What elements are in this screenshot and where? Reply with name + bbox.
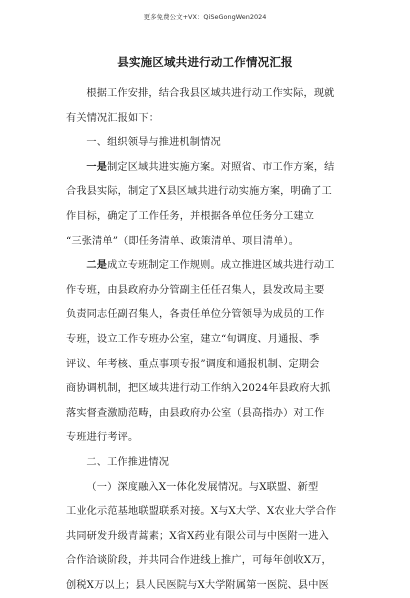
paragraph-line: （一）深度融入X一体化发展情况。与X联盟、新型 xyxy=(86,481,319,493)
intro-line: 有关情况汇报如下： xyxy=(66,112,160,124)
paragraph-line: 合作洽谈阶段，并共同合作进线上推广，可每年创收X万， xyxy=(66,555,332,567)
section-heading: 一、组织领导与推进机制情况 xyxy=(86,137,221,149)
paragraph-line xyxy=(66,254,346,279)
paragraph-line: 创税X万以上；县人民医院与X大学附属第一医院、县中医 xyxy=(66,579,329,591)
paragraph-line: 工业化示范基地联盟联系对接。X与X大学、X农业大学合作 xyxy=(66,506,337,518)
paragraph-line: 合我县实际，制定了X县区域共进行动实施方案，明确了工 xyxy=(66,186,332,198)
paragraph-line: “三张清单”（即任务清单、政策清单、项目清单）。 xyxy=(66,235,300,247)
intro-line: 根据工作安排，结合我县区域共进行动工作实际，现就 xyxy=(86,88,335,99)
paragraph-line: 落实督查激励范畴，由县政府办公室（县高指办）对工作 xyxy=(66,407,325,419)
paragraph-line: 专班进行考评。 xyxy=(66,432,139,444)
paragraph-line: 商协调机制，把区域共进行动工作纳入2024年县政府大抓 xyxy=(66,383,331,395)
paragraph-lead: 二是 xyxy=(86,260,108,272)
paragraph-text: 制定区域共进实施方案。对照省、市工作方案，结 xyxy=(107,161,335,173)
paragraph-text: 成立专班制定工作规则。成立推进区域共进行动工 xyxy=(107,260,335,272)
paragraph-lead: 一是 xyxy=(86,161,108,173)
section-heading: 二、工作推进情况 xyxy=(86,456,170,468)
paragraph-line: 共同研发升级青蒿素；X省X药业有限公司与中医附一进入 xyxy=(66,530,329,542)
paragraph-line: 作专班，由县政府办分管副主任任召集人，县发改局主要 xyxy=(66,284,325,296)
document-body xyxy=(66,82,346,598)
paragraph-line: 负责同志任副召集人，各责任单位分管领导为成员的工作 xyxy=(66,309,325,321)
document-title: 县实施区域共进行动工作情况汇报 xyxy=(117,55,293,69)
paragraph-line xyxy=(66,156,346,181)
paragraph-line: 评议、年考核、重点事项专报”调度和通报机制、定期会 xyxy=(66,358,320,370)
paragraph-line: 专班，设立工作专班办公室，建立“旬调度、月通报、季 xyxy=(66,333,320,345)
watermark-text: 更多免费公文+VX：QiSeGongWen2024 xyxy=(143,13,267,21)
paragraph-line: 作目标，确定了工作任务，并根据各单位任务分工建立 xyxy=(66,210,315,222)
